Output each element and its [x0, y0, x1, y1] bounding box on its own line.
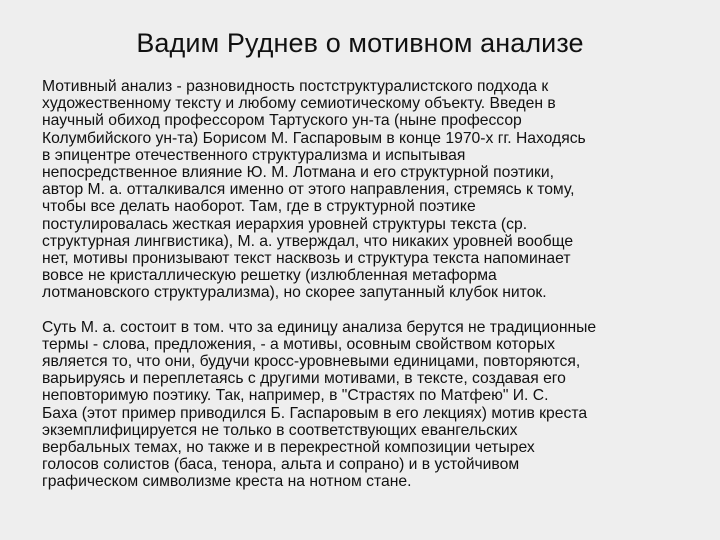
text-line: вербальных темах, но также и в перекрестной композиции четырех — [42, 439, 535, 457]
paragraph-spacer — [42, 302, 712, 319]
text-line: научный обиход профессором Тартуского ун-та (ныне профессор — [42, 112, 522, 130]
text-line: чтобы все делать наоборот. Там, где в структурной поэтике — [42, 198, 476, 216]
paragraph-motive-analysis-essence — [42, 319, 712, 491]
text-line: непосредственное влияние Ю. М. Лотмана и его структурной поэтики, — [42, 164, 554, 182]
text-line: художественному тексту и любому семиотическому объекту. Введен в — [42, 95, 556, 113]
text-line: постулировалась жесткая иерархия уровней структуры текста (ср. — [42, 215, 528, 233]
text-line: термы - слова, предложения, - а мотивы, осовным свойством которых — [42, 335, 555, 353]
text-line: Суть М. а. состоит в том. что за единицу анализа берутся не традиционные — [42, 318, 597, 336]
text-line: автор М. а. отталкивался именно от этого направления, стремясь к тому, — [42, 181, 575, 199]
text-line: в эпицентре отечественного структурализма и испытывая — [42, 146, 466, 164]
text-line: структурная лингвистика), М. а. утверждал, что никаких уровней вообще — [42, 232, 574, 250]
text-line: лотмановского структурализма), но скорее запутанный клубок ниток. — [42, 284, 547, 302]
text-line: нет, мотивы пронизывают текст насквозь и структура текста напоминает — [42, 250, 571, 268]
text-line: графическом символизме креста на нотном стане. — [42, 473, 412, 491]
text-line: является то, что они, будучи кросс-уровневыми единицами, повторяются, — [42, 353, 581, 371]
text-line: варьируясь и переплетаясь с другими мотивами, в тексте, создавая его — [42, 370, 566, 388]
text-line: Баха (этот пример приводился Б. Гаспаровым в его лекциях) мотив креста — [42, 404, 588, 422]
slide-title: Вадим Руднев о мотивном анализе — [136, 28, 584, 58]
text-line: Мотивный анализ - разновидность постструктуралистского подхода к — [42, 78, 549, 95]
slide-body — [42, 78, 712, 491]
text-line: неповторимую поэтику. Так, например, в "Страстях по Матфею" И. С. — [42, 387, 549, 405]
paragraph-motive-analysis-definition — [42, 78, 712, 302]
text-line: Колумбийского ун-та) Борисом М. Гаспаровым в конце 1970-х гг. Находясь — [42, 129, 586, 147]
text-line: голосов солистов (баса, тенора, альта и сопрано) и в устойчивом — [42, 456, 520, 474]
text-line: вовсе не кристаллическую решетку (излюбленная метаформа — [42, 267, 497, 285]
text-line: экземплифицируется не только в соответствующих евангельских — [42, 421, 518, 439]
